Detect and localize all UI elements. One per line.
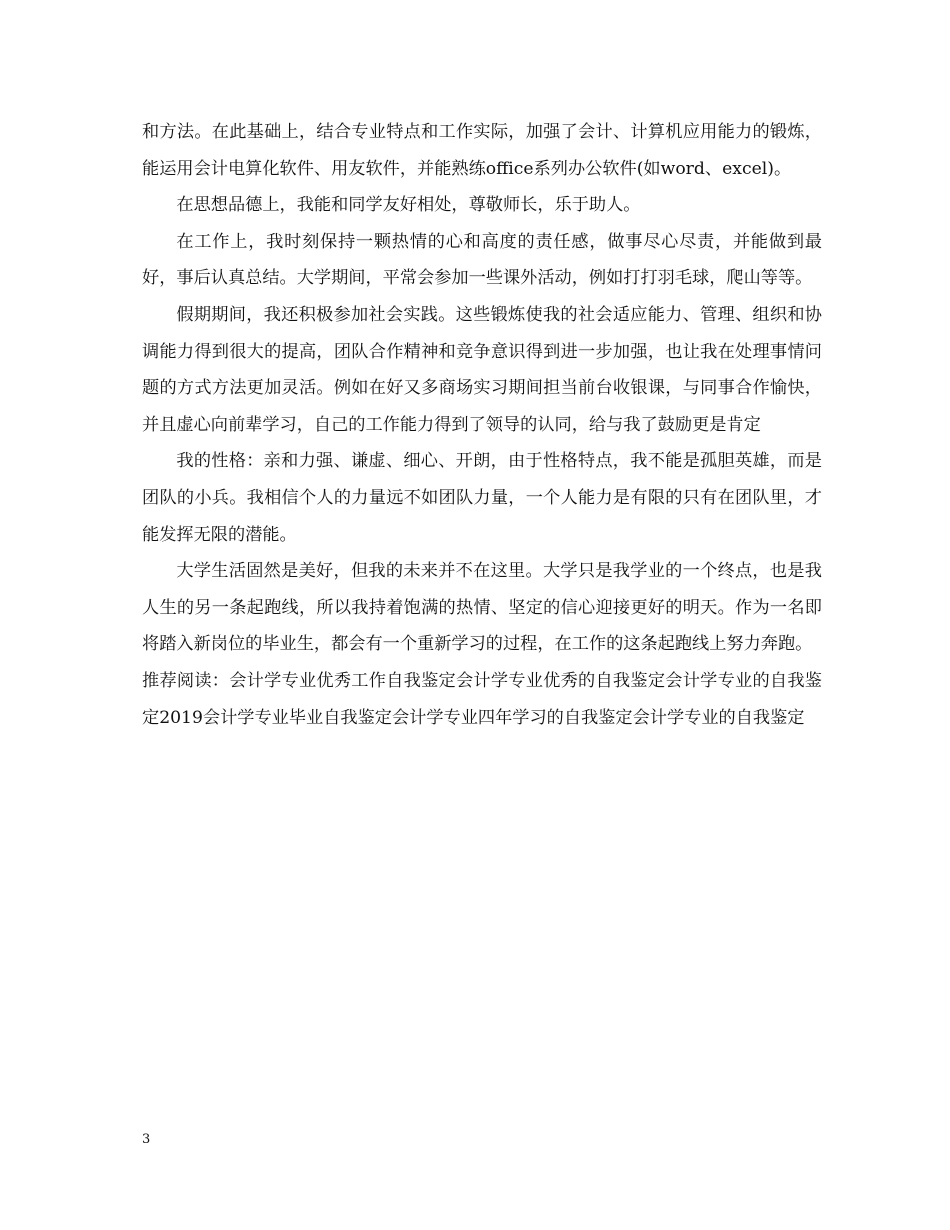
paragraph-future: 大学生活固然是美好，但我的未来并不在这里。大学只是我学业的一个终点，也是我人生的另一条起跑线，所以我持着饱满的热情、坚定的信心迎接更好的明天。作为一名即将踏入新岗位的毕业生，都会有一个重新学习的过程，在工作的这条起跑线上努力奔跑。 — [142, 561, 822, 655]
paragraph-work: 在工作上，我时刻保持一颗热情的心和高度的责任感，做事尽心尽责，并能做到最好，事后认真总结。大学期间，平常会参加一些课外活动，例如打打羽毛球，爬山等等。 — [142, 231, 822, 289]
paragraph-personality: 我的性格：亲和力强、谦虚、细心、开朗，由于性格特点，我不能是孤胆英雄，而是团队的小兵。我相信个人的力量远不如团队力量，一个人能力是有限的只有在团队里，才能发挥无限的潜能。 — [142, 451, 822, 545]
paragraph-recommended-reading: 推荐阅读：会计学专业优秀工作自我鉴定会计学专业优秀的自我鉴定会计学专业的自我鉴定2019会计学专业毕业自我鉴定会计学专业四年学习的自我鉴定会计学专业的自我鉴定 — [142, 670, 822, 728]
paragraph-method: 和方法。在此基础上，结合专业特点和工作实际，加强了会计、计算机应用能力的锻炼，能运用会计电算化软件、用友软件，并能熟练office系列办公软件(如word、excel)。 — [142, 122, 822, 179]
document-body — [142, 114, 822, 736]
paragraph-practice: 假期期间，我还积极参加社会实践。这些锻炼使我的社会适应能力、管理、组织和协调能力得到很大的提高，团队合作精神和竞争意识得到进一步加强，也让我在处理事情问题的方式方法更加灵活。例如在好又多商场实习期间担当前台收银课，与同事合作愉快，并且虚心向前辈学习，自己的工作能力得到了领导的认同，给与我了鼓励更是肯定 — [142, 304, 822, 435]
page-number: 3 — [142, 1132, 151, 1147]
paragraph-morality: 在思想品德上，我能和同学友好相处，尊敬师长，乐于助人。 — [176, 195, 641, 216]
